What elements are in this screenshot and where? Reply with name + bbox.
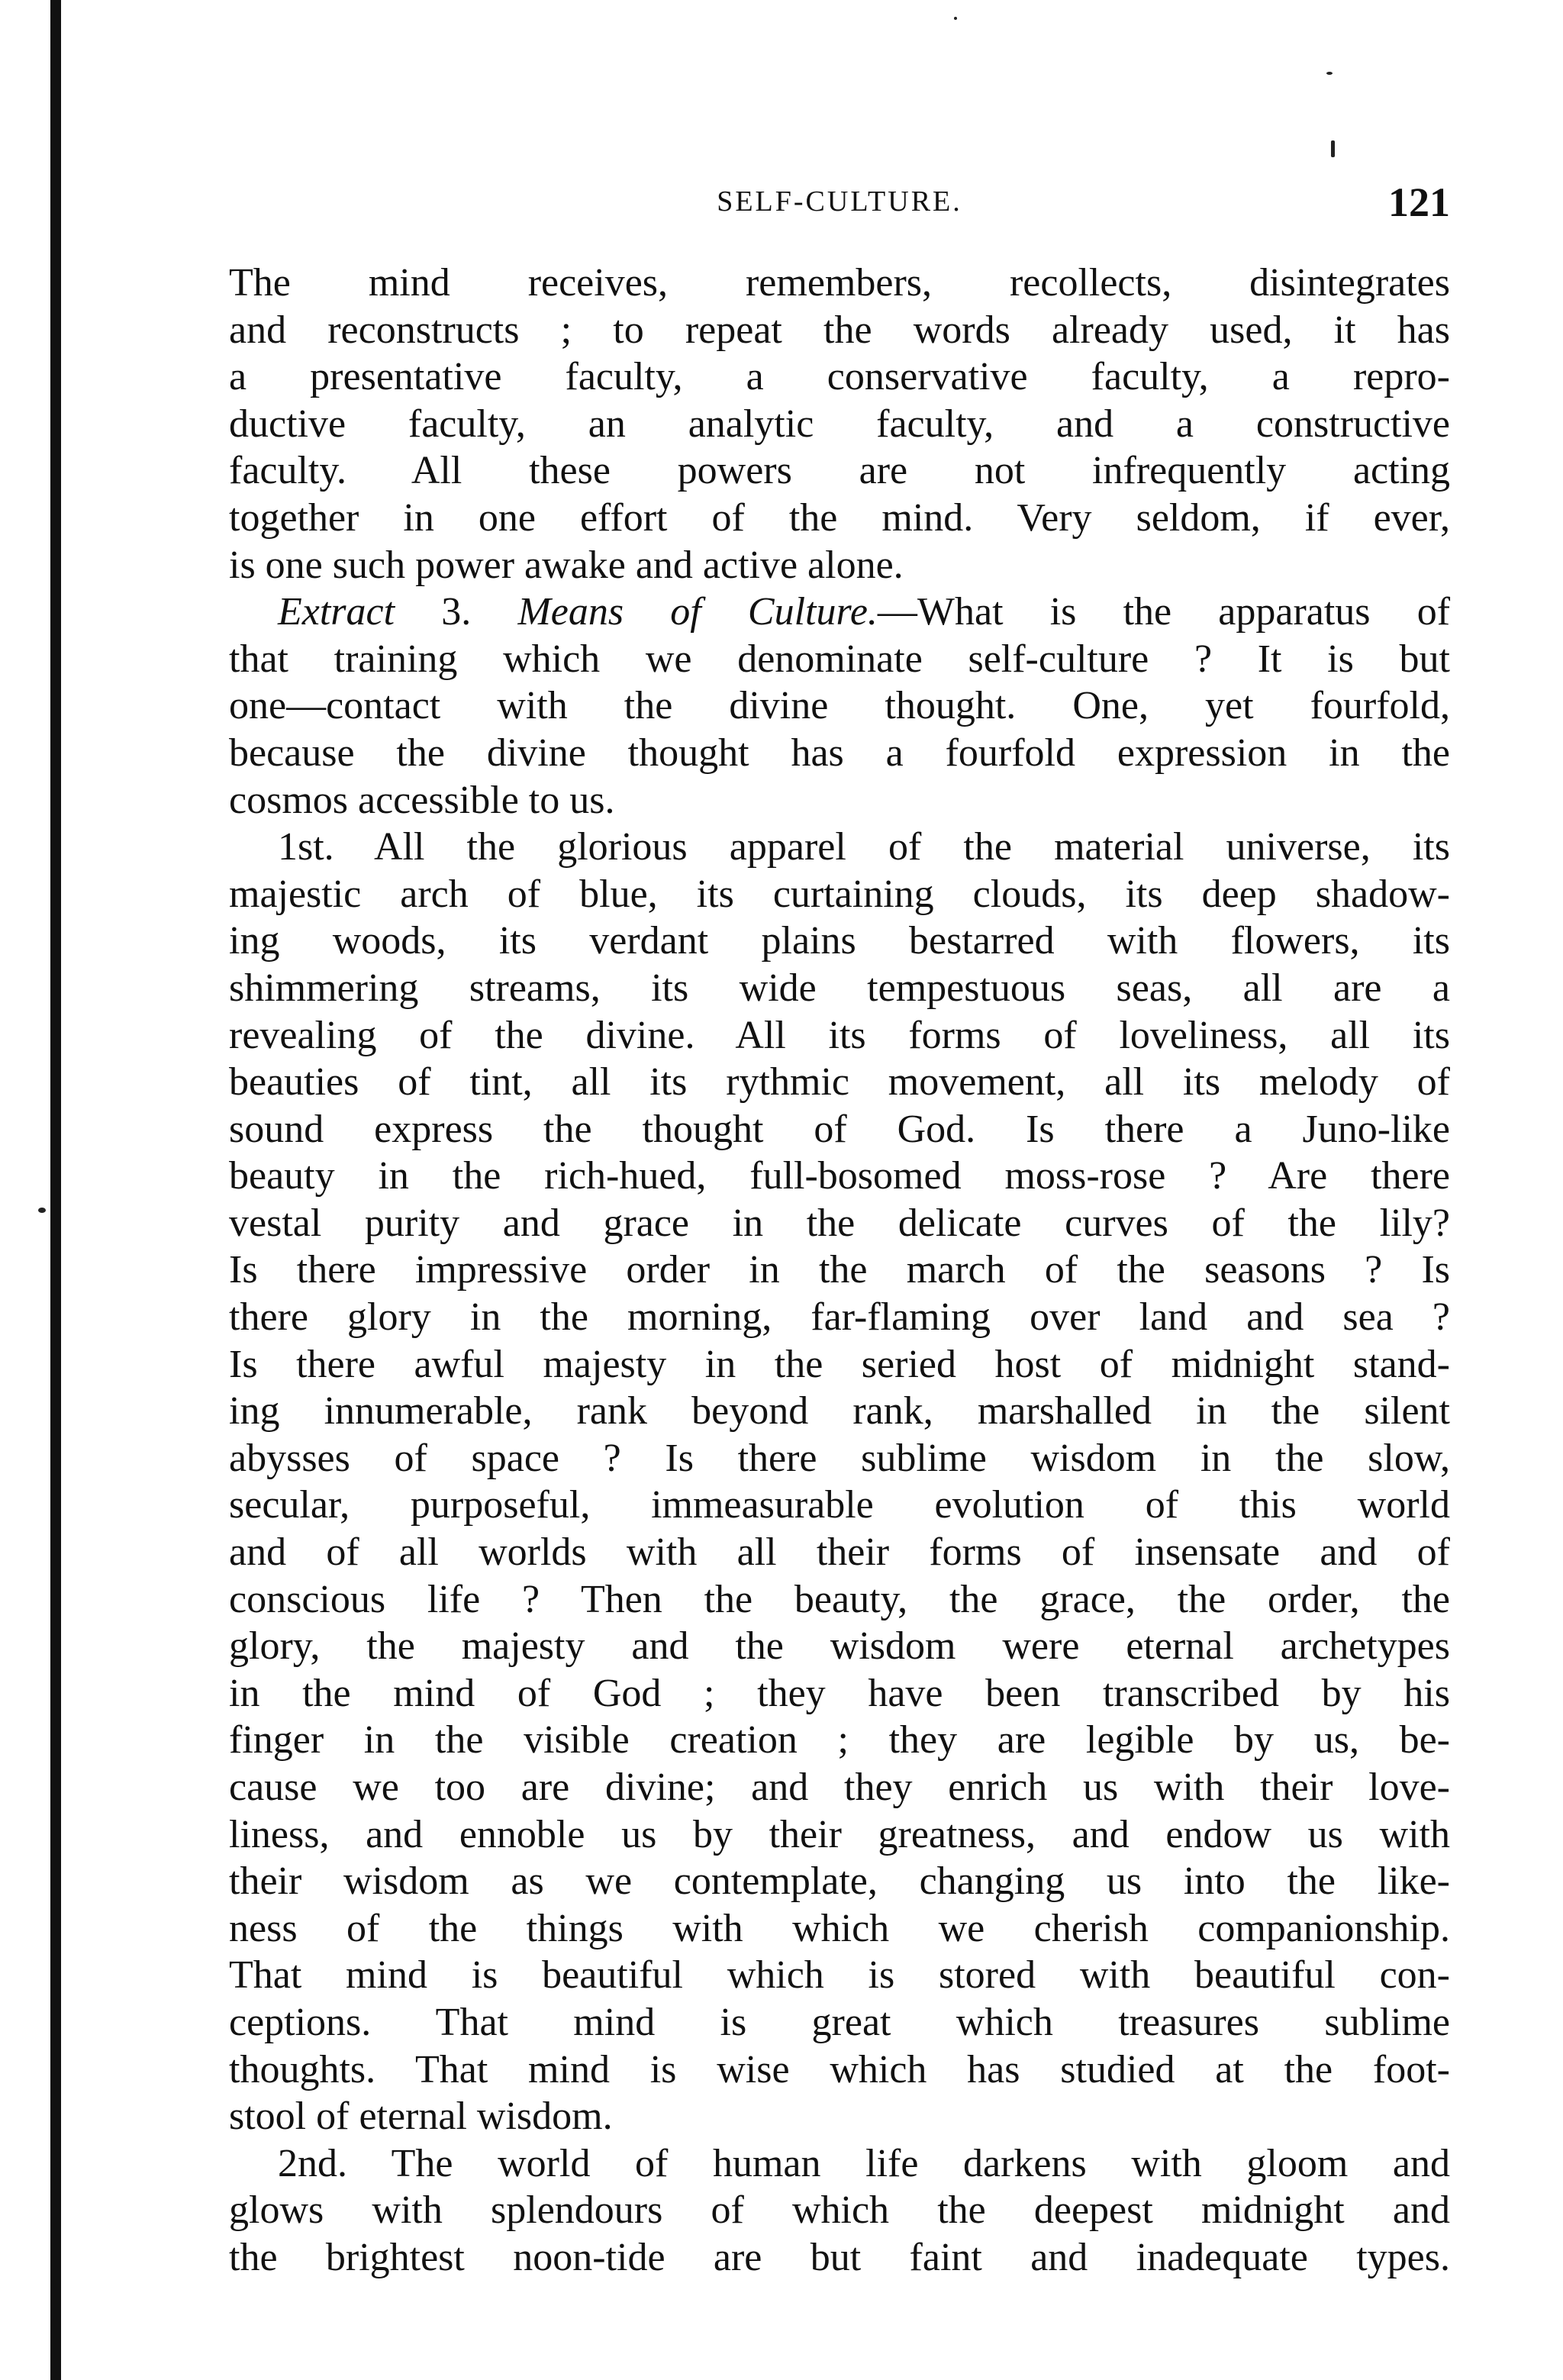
text-line: in the mind of God ; they have been transcribed by his bbox=[229, 1671, 1450, 1715]
text-line: their wisdom as we contemplate, changing us into the like- bbox=[229, 1859, 1450, 1904]
text-line: and reconstructs ; to repeat the words already used, it has bbox=[229, 308, 1450, 352]
body-text bbox=[229, 260, 1450, 2282]
text-line: ceptions. That mind is great which treasures sublime bbox=[229, 2000, 1450, 2044]
text-line: because the divine thought has a fourfold expression in the bbox=[229, 730, 1450, 775]
text-line: ing innumerable, rank beyond rank, marshalled in the silent bbox=[229, 1389, 1450, 1433]
extract-label: Extract bbox=[278, 590, 395, 634]
text-line: cause we too are divine; and they enrich us with their love- bbox=[229, 1766, 1450, 1809]
ink-speck bbox=[1326, 72, 1333, 75]
text-line: beauties of tint, all its rythmic movement, all its melody of bbox=[229, 1060, 1450, 1105]
text-line: beauty in the rich-hued, full-bosomed moss-rose ? Are there bbox=[229, 1154, 1450, 1198]
text-line: 2nd. The world of human life darkens with gloom and bbox=[278, 2141, 1450, 2185]
text-line: liness, and ennoble us by their greatness, and endow us with bbox=[229, 1812, 1450, 1856]
extract-title: Means of Culture. bbox=[517, 590, 878, 634]
text-line: a presentative faculty, a conservative faculty, a repro- bbox=[229, 355, 1450, 399]
text-line: finger in the visible creation ; they are legible by us, be- bbox=[229, 1718, 1450, 1762]
page-number: 121 bbox=[1388, 179, 1450, 225]
text-line: the brightest noon-tide are but faint and inadequate types. bbox=[229, 2235, 1450, 2279]
text-line: majestic arch of blue, its curtaining clouds, its deep shadow- bbox=[229, 872, 1450, 916]
text-line: revealing of the divine. All its forms of loveliness, all its bbox=[229, 1013, 1450, 1057]
text-line: glory, the majesty and the wisdom were eternal archetypes bbox=[229, 1624, 1450, 1669]
text-line: there glory in the morning, far-flaming over land and sea ? bbox=[229, 1295, 1450, 1340]
ink-speck bbox=[38, 1208, 46, 1213]
text-line: ing woods, its verdant plains bestarred with flowers, its bbox=[229, 919, 1450, 963]
text-line: ductive faculty, an analytic faculty, and a constructive bbox=[229, 402, 1450, 446]
text-line: Is there impressive order in the march of the seasons ? Is bbox=[229, 1248, 1450, 1292]
text-line: vestal purity and grace in the delicate curves of the lily? bbox=[229, 1201, 1450, 1245]
text-line: together in one effort of the mind. Very seldom, if ever, bbox=[229, 495, 1450, 540]
text-line: abysses of space ? Is there sublime wisdom in the slow, bbox=[229, 1436, 1450, 1480]
text-line: faculty. All these powers are not infrequently acting bbox=[229, 449, 1450, 493]
text-line: thoughts. That mind is wise which has studied at the foot- bbox=[229, 2047, 1450, 2091]
text-line: shimmering streams, its wide tempestuous seas, all are a bbox=[229, 966, 1450, 1010]
extract-number: 3. bbox=[441, 590, 472, 634]
text-line: The mind receives, remembers, recollects, disintegrates bbox=[229, 261, 1450, 305]
text-line: stool of eternal wisdom. bbox=[229, 2095, 613, 2139]
text-line: cosmos accessible to us. bbox=[229, 778, 615, 822]
text-line: Is there awful majesty in the seried host of midnight stand- bbox=[229, 1342, 1450, 1386]
text-line: ness of the things with which we cherish companionship. bbox=[229, 1906, 1450, 1950]
page-binding-edge bbox=[50, 0, 61, 2380]
ink-speck bbox=[954, 17, 957, 20]
ink-speck bbox=[1331, 140, 1335, 157]
text-line: conscious life ? Then the beauty, the grace, the order, the bbox=[229, 1577, 1450, 1621]
text-line: that training which we denominate self-culture ? It is but bbox=[229, 637, 1450, 681]
text-line: secular, purposeful, immeasurable evolution of this world bbox=[229, 1483, 1450, 1527]
text-line: and of all worlds with all their forms of insensate and of bbox=[229, 1530, 1450, 1575]
text-line: glows with splendours of which the deepest midnight and bbox=[229, 2188, 1450, 2233]
text-line: That mind is beautiful which is stored with beautiful con- bbox=[229, 1953, 1450, 1998]
running-title: SELF-CULTURE. bbox=[717, 185, 962, 218]
running-head bbox=[229, 179, 1450, 237]
extract-question: —What is the apparatus of bbox=[877, 590, 1451, 634]
text-line: is one such power awake and active alone. bbox=[229, 543, 904, 587]
text-line: 1st. All the glorious apparel of the material universe, its bbox=[278, 825, 1450, 869]
text-line: one—contact with the divine thought. One, yet fourfold, bbox=[229, 684, 1450, 728]
text-line: sound express the thought of God. Is there a Juno-like bbox=[229, 1107, 1450, 1151]
extract-heading-line bbox=[229, 589, 1450, 636]
